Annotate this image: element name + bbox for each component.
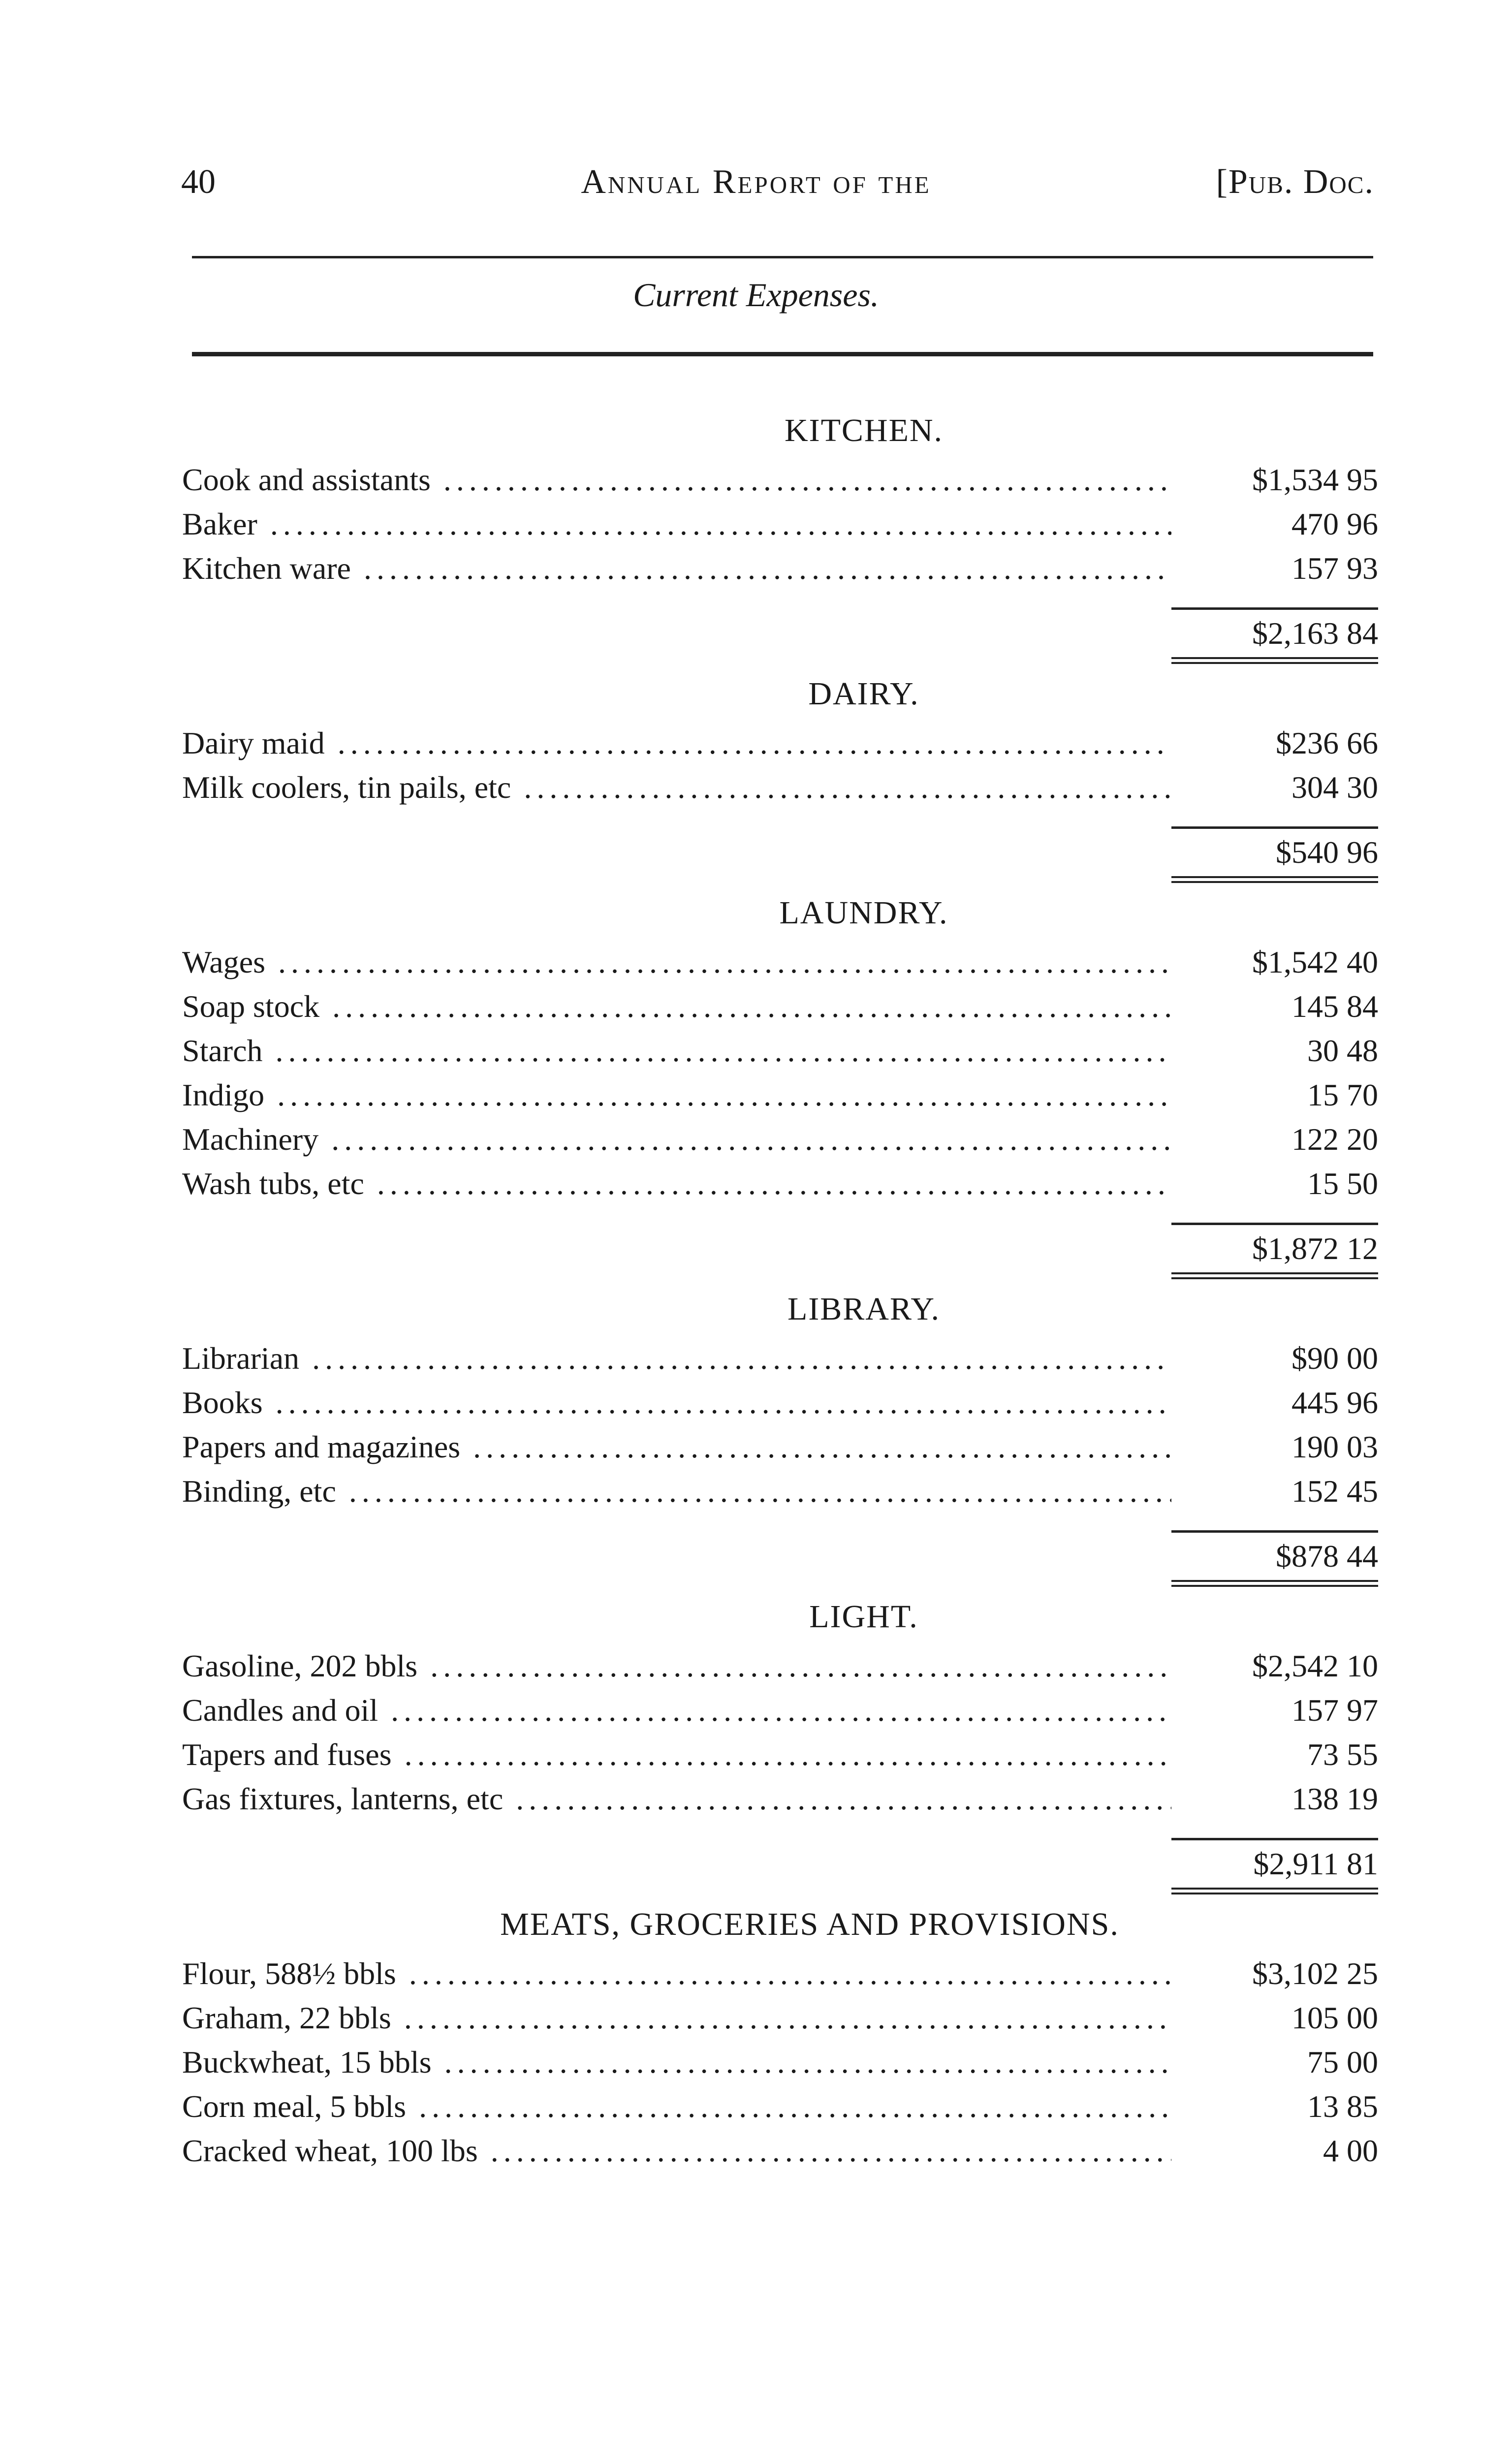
subtitle-rule: [192, 352, 1373, 356]
section-total-row: [182, 1533, 1378, 1580]
expense-label: Librarian .....: [182, 1336, 1171, 1381]
expense-row: [182, 1073, 1378, 1117]
expense-amount: 30 48: [1307, 1033, 1378, 1068]
section-total: $878 44: [1276, 1539, 1378, 1574]
expense-label: Machinery .....: [182, 1117, 1171, 1162]
expense-amount: 105 00: [1292, 2000, 1378, 2035]
expense-row: [182, 1029, 1378, 1073]
expense-amount: 304 30: [1292, 770, 1378, 805]
expense-amount: $2,542 10: [1252, 1648, 1378, 1683]
expense-row: [182, 2040, 1378, 2084]
expense-amount: 13 85: [1307, 2089, 1378, 2124]
expense-label: Baker .....: [182, 502, 1171, 546]
expense-label: Cracked wheat, 100 lbs .....: [182, 2129, 1171, 2173]
expense-label: Candles and oil .....: [182, 1688, 1171, 1733]
expense-label: Books .....: [182, 1381, 1171, 1425]
expense-amount: 75 00: [1307, 2045, 1378, 2080]
expense-amount: 73 55: [1307, 1737, 1378, 1772]
expense-label: Wages .....: [182, 940, 1171, 984]
section-total-row: [182, 1840, 1378, 1888]
section-total-row: [182, 829, 1378, 876]
expense-amount: 445 96: [1292, 1385, 1378, 1420]
expense-row: [182, 502, 1378, 546]
running-title: Annual Report of the: [581, 163, 931, 201]
expense-row: [182, 1336, 1378, 1381]
expense-label: Corn meal, 5 bbls .....: [182, 2084, 1171, 2129]
expense-amount: 15 50: [1307, 1166, 1378, 1201]
expense-amount: $90 00: [1292, 1341, 1378, 1376]
expense-label: Indigo .....: [182, 1073, 1171, 1117]
expense-section: [182, 1590, 1378, 1894]
section-total: $2,911 81: [1253, 1846, 1378, 1881]
expense-amount: 15 70: [1307, 1077, 1378, 1112]
expense-section: [182, 404, 1378, 664]
double-rule: [1171, 876, 1378, 883]
section-heading: LIGHT.: [809, 1599, 918, 1635]
expense-row: [182, 940, 1378, 984]
header-rule: [192, 256, 1373, 258]
section-heading: LAUNDRY.: [779, 895, 948, 931]
double-rule: [1171, 1272, 1378, 1279]
expense-label: Wash tubs, etc .....: [182, 1162, 1171, 1206]
expense-amount: 157 97: [1292, 1693, 1378, 1728]
expense-label: Gas fixtures, lanterns, etc .....: [182, 1777, 1171, 1821]
expense-row: [182, 765, 1378, 810]
section-heading: DAIRY.: [808, 676, 919, 712]
expense-label: Graham, 22 bbls .....: [182, 1996, 1171, 2040]
expense-label: Dairy maid .....: [182, 721, 1171, 765]
expense-row: [182, 1952, 1378, 1996]
expense-label: Gasoline, 202 bbls .....: [182, 1644, 1171, 1688]
expense-label: Starch .....: [182, 1029, 1171, 1073]
expense-tables: [182, 404, 1378, 2178]
expense-amount: 157 93: [1292, 551, 1378, 586]
expense-section: [182, 1282, 1378, 1587]
expense-row: [182, 1469, 1378, 1514]
document-reference: [Pub. Doc.: [1216, 163, 1374, 201]
expense-amount: 152 45: [1292, 1474, 1378, 1509]
section-total-row: [182, 610, 1378, 657]
expense-label: Tapers and fuses .....: [182, 1733, 1171, 1777]
expense-amount: $1,542 40: [1252, 945, 1378, 979]
expense-row: [182, 2084, 1378, 2129]
expense-label: Milk coolers, tin pails, etc .....: [182, 765, 1171, 810]
expense-label: Kitchen ware .....: [182, 546, 1171, 591]
page-subtitle: Current Expenses.: [633, 276, 879, 314]
expense-amount: $236 66: [1276, 726, 1378, 760]
section-heading: KITCHEN.: [784, 412, 944, 448]
expense-row: [182, 721, 1378, 765]
expense-amount: 138 19: [1292, 1781, 1378, 1816]
expense-amount: 122 20: [1292, 1122, 1378, 1157]
expense-row: [182, 1644, 1378, 1688]
section-total: $540 96: [1276, 835, 1378, 870]
expense-label: Papers and magazines .....: [182, 1425, 1171, 1469]
expense-label: Binding, etc .....: [182, 1469, 1171, 1514]
double-rule: [1171, 657, 1378, 664]
expense-row: [182, 1777, 1378, 1821]
expense-section: [182, 667, 1378, 883]
expense-label: Flour, 588½ bbls .....: [182, 1952, 1171, 1996]
expense-row: [182, 1381, 1378, 1425]
expense-amount: 190 03: [1292, 1429, 1378, 1464]
expense-amount: 470 96: [1292, 506, 1378, 541]
expense-amount: 4 00: [1323, 2133, 1378, 2168]
expense-row: [182, 1733, 1378, 1777]
expense-row: [182, 458, 1378, 502]
expense-section: [182, 1897, 1378, 2178]
expense-row: [182, 984, 1378, 1029]
section-total: $1,872 12: [1252, 1231, 1378, 1266]
page-number: 40: [181, 163, 216, 201]
expense-amount: $1,534 95: [1252, 462, 1378, 497]
expense-amount: 145 84: [1292, 989, 1378, 1024]
expense-label: Cook and assistants .....: [182, 458, 1171, 502]
expense-row: [182, 1425, 1378, 1469]
double-rule: [1171, 1580, 1378, 1587]
expense-amount: $3,102 25: [1252, 1956, 1378, 1991]
expense-row: [182, 1162, 1378, 1206]
expense-row: [182, 1117, 1378, 1162]
running-header: [0, 162, 1512, 207]
expense-section: [182, 886, 1378, 1279]
expense-row: [182, 2129, 1378, 2173]
section-total: $2,163 84: [1252, 616, 1378, 651]
expense-row: [182, 1688, 1378, 1733]
section-heading: LIBRARY.: [787, 1291, 941, 1327]
expense-label: Buckwheat, 15 bbls .....: [182, 2040, 1171, 2084]
expense-row: [182, 1996, 1378, 2040]
section-heading: MEATS, GROCERIES AND PROVISIONS.: [500, 1906, 1119, 1942]
double-rule: [1171, 1888, 1378, 1894]
expense-label: Soap stock .....: [182, 984, 1171, 1029]
expense-row: [182, 546, 1378, 591]
section-total-row: [182, 1225, 1378, 1272]
